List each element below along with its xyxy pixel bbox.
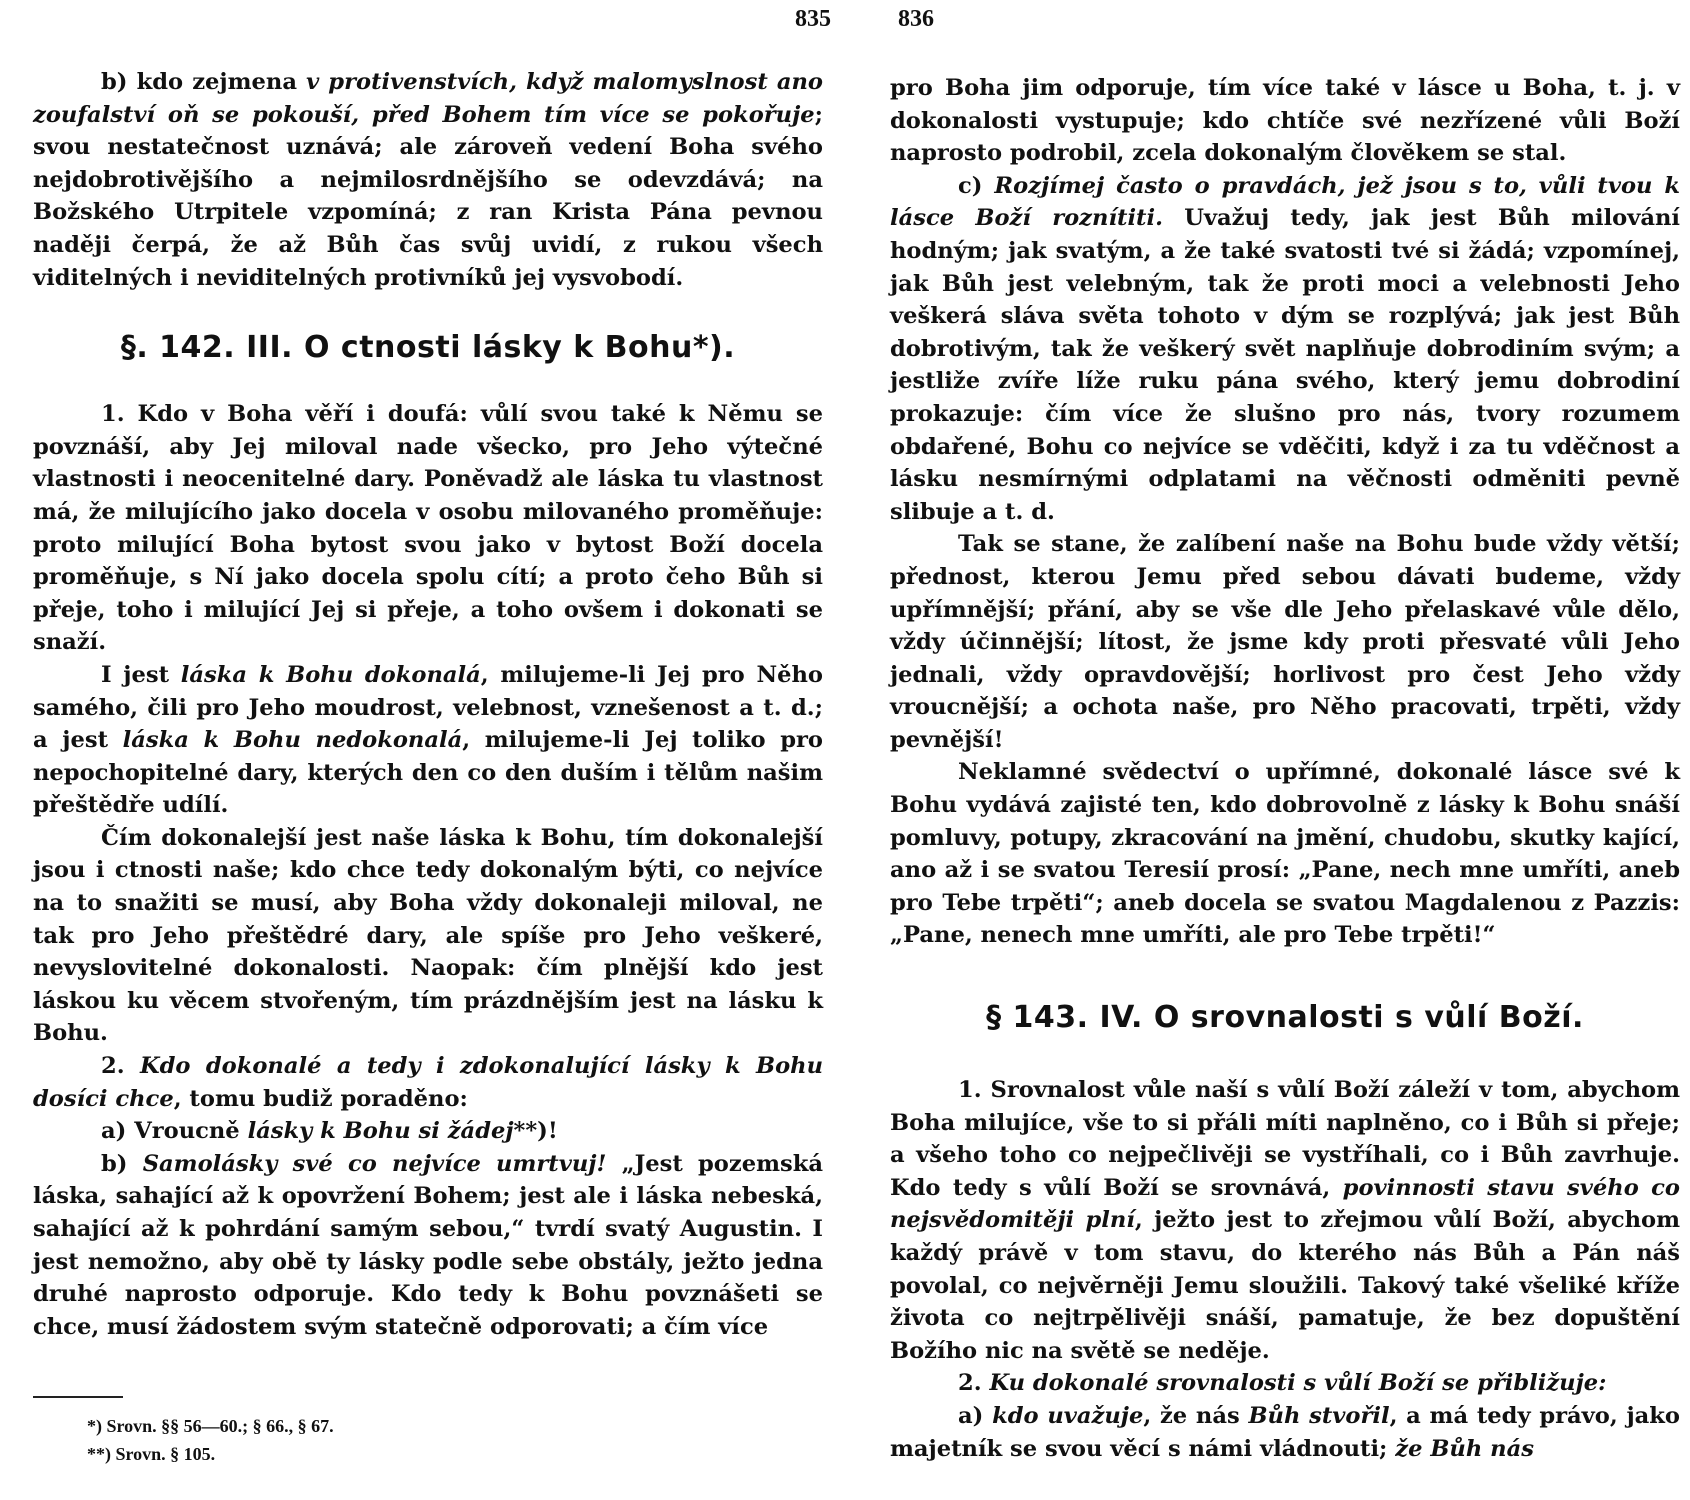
section-heading: § 143. IV. O srovnalosti s vůlí Boží. (986, 1000, 1584, 1036)
paragraph: b) Samolásky své co nejvíce umrtvuj! „Jest pozemská láska, sahající až k opovržení Bohem; jest ale i láska nebeská, sahající až k pohrdání samým sebou,“ tvrdí svatý Augustin. I jest nemožno, aby obě ty lásky podle sebe obstály, ježto jedna druhé naprosto odporuje. Kdo tedy k Bohu povznášeti se chce, musí žádostem svým statečně odporovati; a čím více (33, 1150, 823, 1340)
page-body (33, 66, 823, 1343)
footnote: *) Srovn. §§ 56—60.; § 66., § 67. (87, 1416, 334, 1436)
paragraph: Čím dokonalejší jest naše láska k Bohu, tím dokonalejší jsou i ctnosti naše; kdo chce tedy dokonalým býti, co nejvíce na to snažiti se musí, aby Boha vždy dokonaleji miloval, ne tak pro Jeho přeštědré dary, ale spíše pro Jeho veškeré, nevyslovitelné dokonalosti. Naopak: čím plnější kdo jest láskou ku věcem stvořeným, tím prázdnějším jest na lásku k Bohu. (33, 824, 823, 1047)
section-heading: §. 142. III. O ctnosti lásky k Bohu*). (120, 330, 736, 366)
paragraph: Tak se stane, že zalíbení naše na Bohu bude vždy větší; přednost, kterou Jemu před sebou dávati budeme, vždy upřímnější; přání, aby se vše dle Jeho přelaskavé vůle dělo, vždy účinnější; lítost, že jsme kdy proti přesvaté vůli Jeho jednali, vždy opravdovější; horlivost pro čest Jeho vždy vroucnější; a ochota naše, pro Něho pracovati, trpěti, vždy pevnější! (890, 531, 1680, 753)
page-number: 836 (898, 6, 934, 32)
paragraph: 2. Kdo dokonalé a tedy i zdokonalující lásky k Bohu dosíci chce, tomu budiž poraděno: (33, 1053, 824, 1112)
paragraph: a) Vroucně lásky k Bohu si žádej**)! (101, 1118, 558, 1145)
paragraph: 2. Ku dokonalé srovnalosti s vůlí Boží se přibližuje: (958, 1370, 1607, 1397)
paragraph: 1. Kdo v Boha věří i doufá: vůlí svou také k Němu se povznáší, aby Jej miloval nade všecko, pro Jeho výtečné vlastnosti i neocenitelné dary. Poněvadž ale láska tu vlastnost má, že milujícího jako docela v osobu milovaného proměňuje: proto milující Boha bytost svou jako v bytost Boží docela proměňuje, s Ní jako docela spolu cítí; a proto čeho Bůh si přeje, toho i milující Jej si přeje, a toho ovšem i dokonati se snaží. (33, 401, 823, 656)
page-body (890, 72, 1680, 1465)
paragraph: I jest láska k Bohu dokonalá, milujeme-li Jej pro Něho samého, čili pro Jeho moudrost, velebnost, vznešenost a t. d.; a jest láska k Bohu nedokonalá, milujeme-li Jej toliko pro nepochopitelné dary, kterých den co den duším i tělům našim přeštědře udílí. (33, 661, 823, 819)
paragraph: b) kdo zejmena v protivenstvích, když malomyslnost ano zoufalství oň se pokouší, před Bohem tím více se pokořuje; svou nestatečnost uznává; ale zároveň vedení Boha svého nejdobrotivějšího a nejmilosrdnějšího se odevzdává; na Božského Utrpitele vzpomíná; z ran Krista Pána pevnou naději čerpá, že až Bůh čas svůj uvidí, z rukou všech viditelných i neviditelných protivníků jej vysvobodí. (33, 69, 823, 291)
page-number: 835 (795, 6, 831, 32)
paragraph: c) Rozjímej často o pravdách, jež jsou s to, vůli tvou k lásce Boží roznítiti. Uvažuj tedy, jak jest Bůh milování hodným; jak svatým, a že také svatosti tvé si žádá; vzpomínej, jak Bůh jest velebným, tak že proti moci a velebnosti Jeho veškerá sláva světa tohoto v dým se rozplývá; jak jest Bůh dobrotivým, tak že veškerý svět naplňuje dobrodiním svým; a jestliže zvíře líže ruku pána svého, který jemu dobrodiní prokazuje: čím více že slušno pro nás, tvory rozumem obdařené, Bohu co nejvíce se vděčiti, když i za tu vděčnost a lásku nesmírnými odplatami na věčnosti odměniti pevně slibuje a t. d. (890, 172, 1680, 525)
paragraph: pro Boha jim odporuje, tím více také v lásce u Boha, t. j. v dokonalosti vystupuje; kdo chtíče své nezřízené vůli Boží naprosto podrobil, zcela dokonalým člověkem se stal. (890, 75, 1680, 167)
left-page (33, 0, 831, 1500)
footnote-rule (33, 1396, 123, 1398)
paragraph: a) kdo uvažuje, že nás Bůh stvořil, a má tedy právo, jako majetník se svou věcí s námi vládnouti; že Bůh nás (890, 1402, 1680, 1462)
footnotes (87, 1412, 334, 1468)
right-page (890, 0, 1680, 1500)
paragraph: Neklamné svědectví o upřímné, dokonalé lásce své k Bohu vydává zajisté ten, kdo dobrovolně z lásky k Bohu snáší pomluvy, potupy, zkracování na jmění, chudobu, skutky kající, ano až i se svatou Teresií prosí: „Pane, nech mne umříti, aneb pro Tebe trpěti“; aneb docela se svatou Magdalenou z Pazzis: „Pane, nenech mne umříti, ale pro Tebe trpěti!“ (890, 759, 1680, 949)
paragraph: 1. Srovnalost vůle naší s vůlí Boží záleží v tom, abychom Boha milujíce, vše to si přáli míti naplněno, co i Bůh si přeje; a všeho toho co nejpečlivěji se vystříhali, co i Bůh zavrhuje. Kdo tedy s vůlí Boží se srovnává, povinnosti stavu svého co nejsvědomitěji plní, ježto jest to zřejmou vůlí Boží, abychom každý právě v tom stavu, do kterého nás Bůh a Pán náš povolal, co nejvěrněji Jemu sloužili. Takový také všeliké kříže života co nejtrpělivěji snáší, pamatuje, že bez dopuštění Božího nic na světě se neděje. (890, 1077, 1680, 1364)
footnote: **) Srovn. § 105. (87, 1444, 216, 1464)
